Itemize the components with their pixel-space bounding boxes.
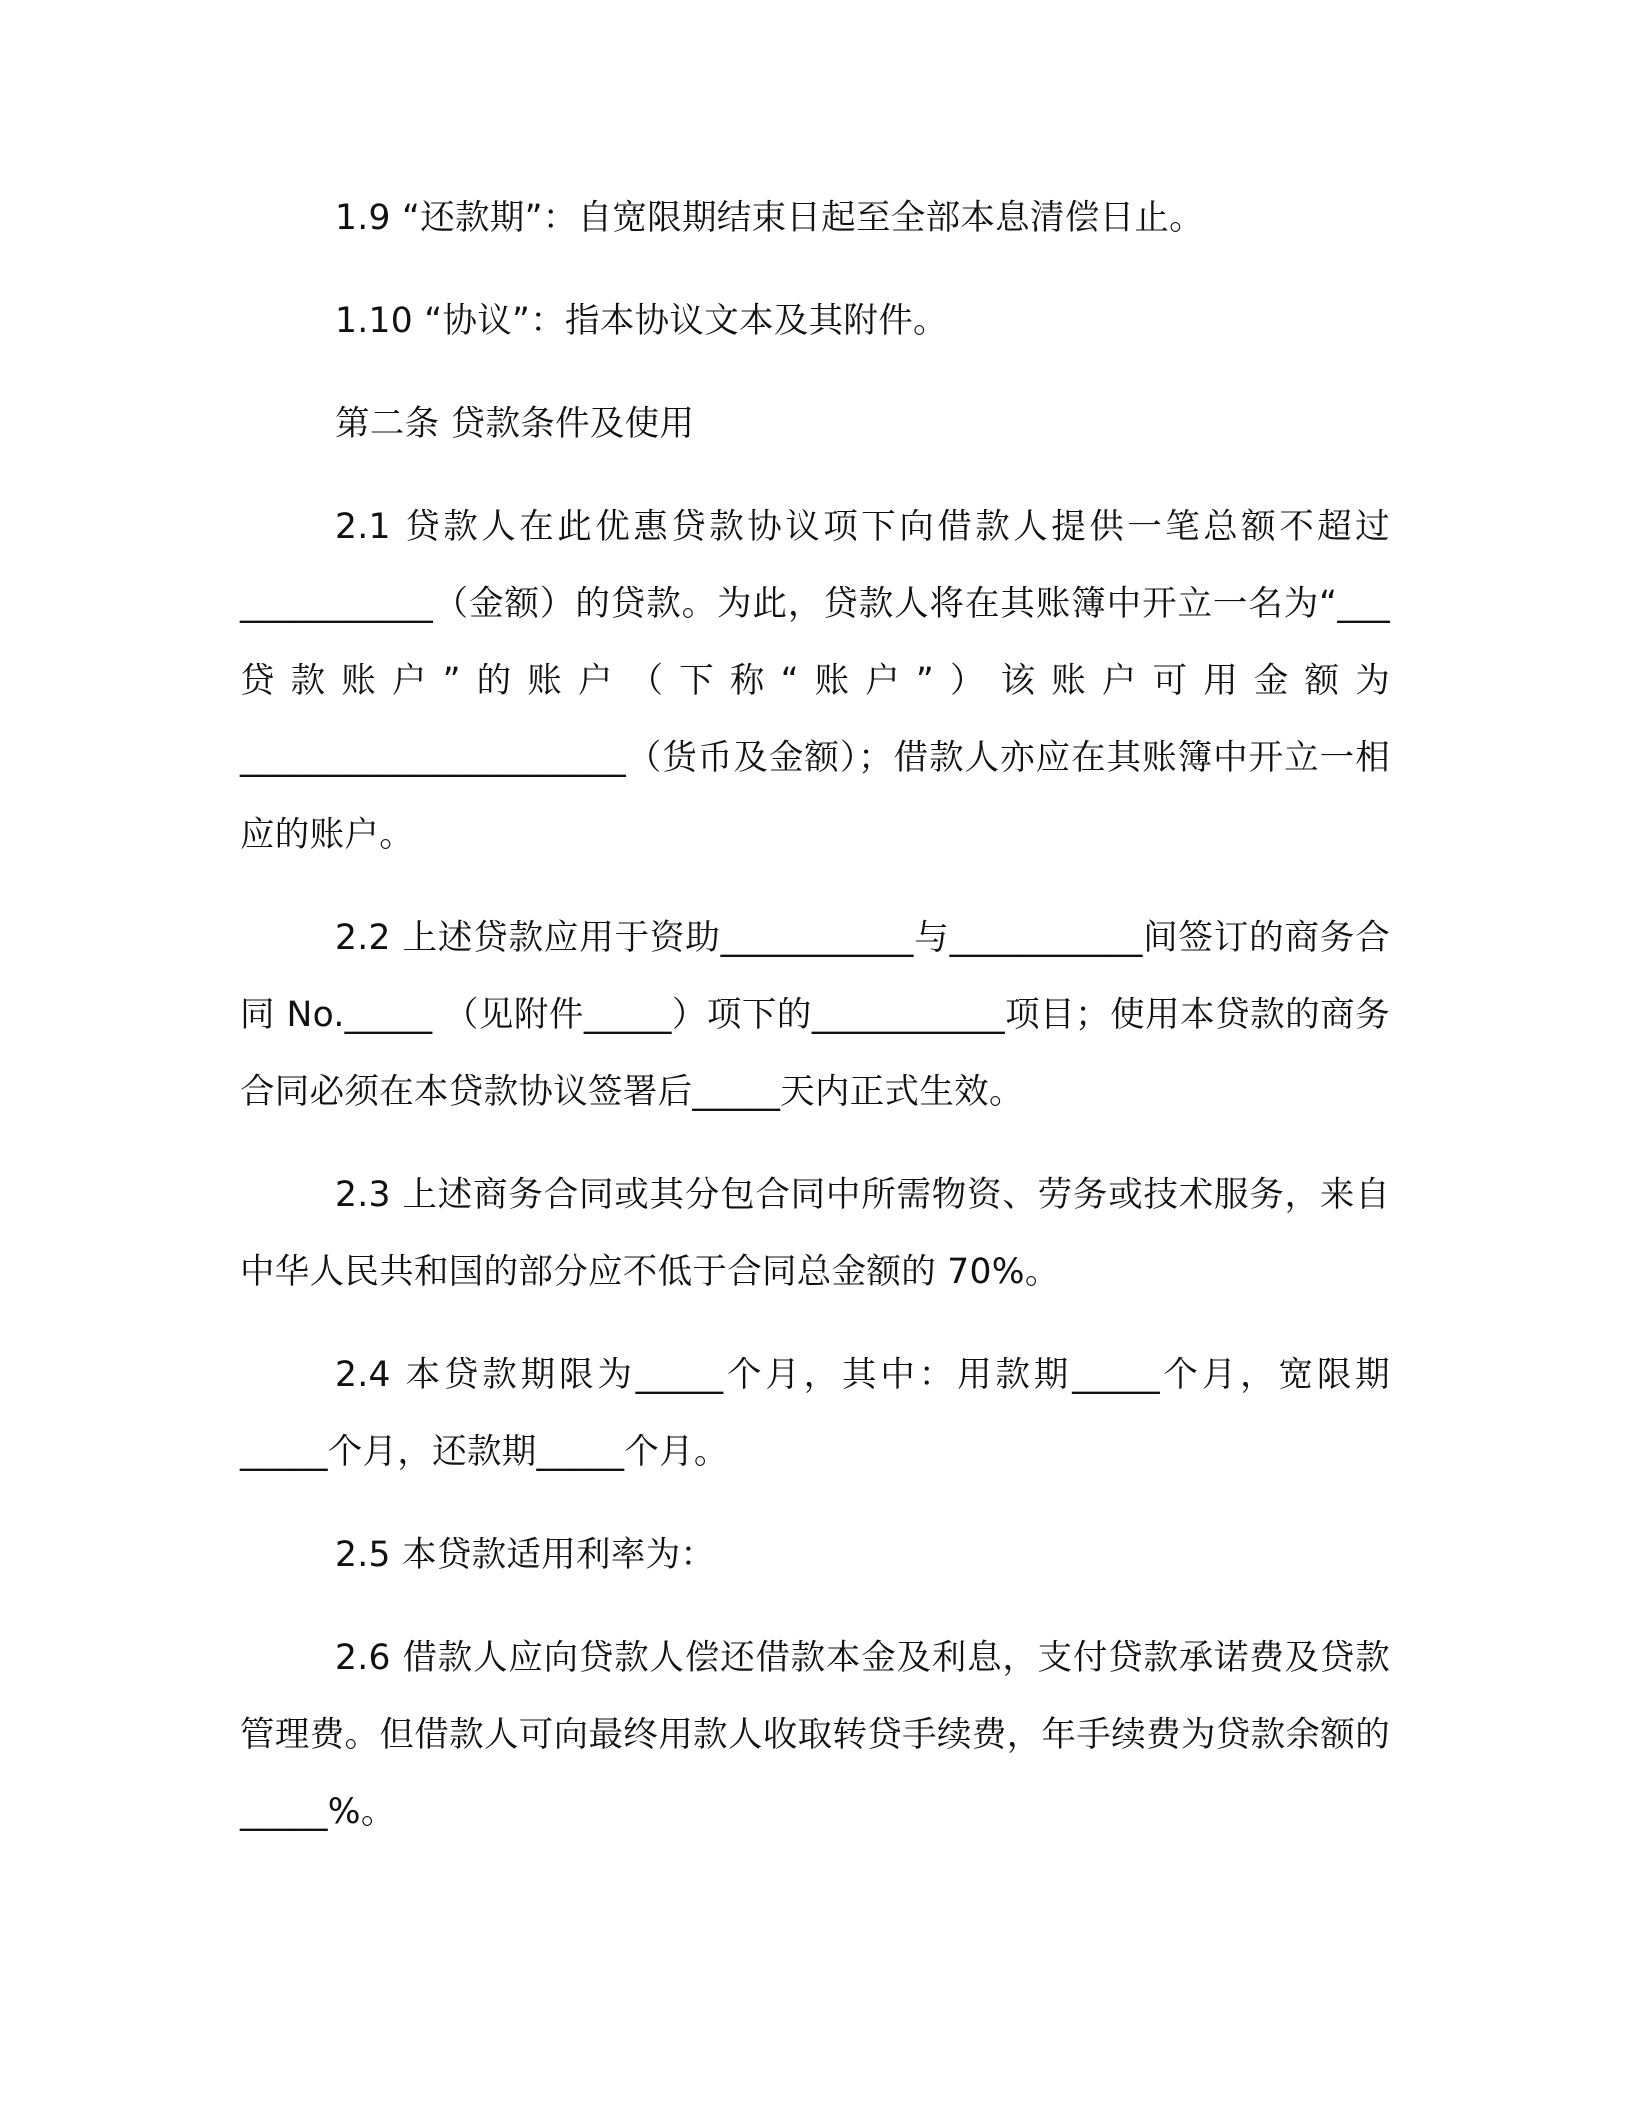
paragraph-2-3: 2.3 上述商务合同或其分包合同中所需物资、劳务或技术服务，来自中华人民共和国的部分应不低于合同总金额的 70%。 [240, 1175, 1390, 1292]
section-heading-article-2: 第二条 贷款条件及使用 [335, 404, 695, 444]
paragraph-2-5: 2.5 本贷款适用利率为： [335, 1535, 716, 1575]
paragraph-2-6: 2.6 借款人应向贷款人偿还借款本金及利息，支付贷款承诺费及贷款管理费。但借款人可向最终用款人收取转贷手续费，年手续费为贷款余额的_____%。 [240, 1638, 1390, 1832]
document-body [240, 180, 1390, 1877]
paragraph-2-2: 2.2 上述贷款应用于资助___________与___________间签订的商务合同 No._____ （见附件_____）项下的___________项目；使用本贷款的商务合同必须在本贷款协议签署后_____天内正式生效。 [240, 918, 1390, 1112]
paragraph-1-10: 1.10 “协议”：指本协议文本及其附件。 [335, 301, 948, 341]
paragraph-2-1: 2.1 贷款人在此优惠贷款协议项下向借款人提供一笔总额不超过___________（金额）的贷款。为此，贷款人将在其账簿中开立一名为“___贷款账户”的账户（下称“账户”）该账户可用金额为______________________（货币及金额）；借款人亦应在其账簿中开立一相应的账户。 [240, 507, 1390, 855]
paragraph-1-9: 1.9 “还款期”：自宽限期结束日起至全部本息清偿日止。 [335, 198, 1204, 238]
paragraph-2-4: 2.4 本贷款期限为_____个月，其中：用款期_____个月，宽限期_____个月，还款期_____个月。 [240, 1355, 1390, 1472]
